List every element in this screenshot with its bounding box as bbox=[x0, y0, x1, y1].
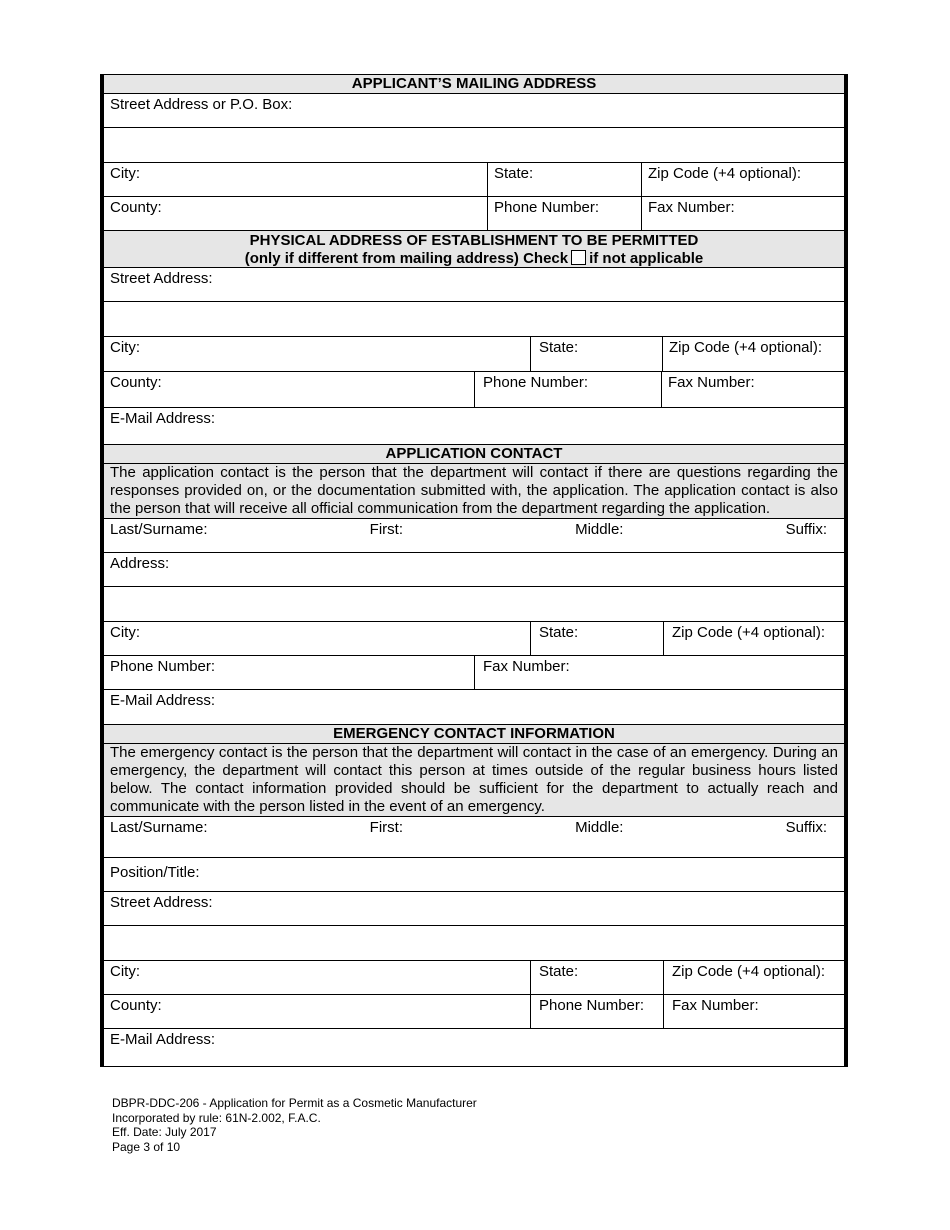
emergency-email-label: E-Mail Address: bbox=[110, 1031, 216, 1048]
physical-email-label: E-Mail Address: bbox=[110, 410, 216, 427]
mailing-street-row[interactable] bbox=[104, 94, 844, 128]
mailing-state-field[interactable]: State: bbox=[487, 163, 641, 196]
app-contact-state-field[interactable]: State: bbox=[530, 622, 663, 655]
emergency-street-label: Street Address: bbox=[110, 894, 213, 911]
emergency-suffix-label: Suffix: bbox=[785, 819, 827, 836]
physical-header-line1: PHYSICAL ADDRESS OF ESTABLISHMENT TO BE PERMITTED bbox=[249, 232, 699, 249]
physical-street-row[interactable] bbox=[104, 268, 844, 302]
app-contact-description: The application contact is the person that the department will contact if there are questions regarding the responses provided on, or the documentation submitted with, the application. The application contact is also the person that will receive all official communication from the department regarding the application. bbox=[104, 464, 844, 519]
app-contact-last-label: Last/Surname: bbox=[110, 521, 208, 538]
app-contact-phone-field[interactable]: Phone Number: bbox=[110, 658, 216, 675]
app-contact-name-row[interactable] bbox=[104, 519, 844, 553]
emergency-city-field[interactable]: City: bbox=[110, 963, 140, 980]
page-footer bbox=[112, 1096, 477, 1154]
emergency-name-row[interactable] bbox=[104, 817, 844, 858]
permit-form bbox=[100, 74, 848, 1067]
emergency-position-row[interactable] bbox=[104, 858, 844, 892]
app-contact-section-header: APPLICATION CONTACT bbox=[104, 445, 844, 464]
mailing-county-row bbox=[104, 197, 844, 231]
app-contact-city-field[interactable]: City: bbox=[110, 624, 140, 641]
emergency-zip-field[interactable]: Zip Code (+4 optional): bbox=[663, 961, 844, 994]
mailing-county-field[interactable]: County: bbox=[110, 199, 162, 216]
physical-email-row[interactable] bbox=[104, 408, 844, 445]
physical-header-line2 bbox=[104, 250, 844, 268]
mailing-phone-field[interactable]: Phone Number: bbox=[487, 197, 641, 230]
app-contact-address-line2[interactable] bbox=[104, 587, 844, 622]
emergency-fax-field[interactable]: Fax Number: bbox=[663, 995, 844, 1028]
app-contact-middle-label: Middle: bbox=[575, 521, 624, 538]
footer-rule: Incorporated by rule: 61N-2.002, F.A.C. bbox=[112, 1110, 321, 1125]
emergency-last-label: Last/Surname: bbox=[110, 819, 208, 836]
physical-street-line2[interactable] bbox=[104, 302, 844, 337]
physical-city-row bbox=[104, 337, 844, 372]
app-contact-address-row[interactable] bbox=[104, 553, 844, 587]
app-contact-suffix-label: Suffix: bbox=[785, 521, 827, 538]
app-contact-email-label: E-Mail Address: bbox=[110, 692, 216, 709]
emergency-city-row bbox=[104, 961, 844, 995]
app-contact-phone-row bbox=[104, 656, 844, 690]
physical-street-label: Street Address: bbox=[110, 270, 213, 287]
mailing-city-field[interactable]: City: bbox=[110, 165, 140, 182]
physical-state-field[interactable]: State: bbox=[530, 337, 662, 371]
mailing-street-line2[interactable] bbox=[104, 128, 844, 163]
physical-section-header bbox=[104, 231, 844, 268]
emergency-state-field[interactable]: State: bbox=[530, 961, 663, 994]
emergency-first-label: First: bbox=[369, 819, 403, 836]
emergency-description: The emergency contact is the person that the department will contact in the case of an emergency. During an emergency, the department will contact this person at times outside of the regular business hours listed below. The contact information provided should be sufficient for the department to actually reach and communicate with the person listed in the event of an emergency. bbox=[104, 744, 844, 817]
app-contact-first-label: First: bbox=[369, 521, 403, 538]
emergency-section-header: EMERGENCY CONTACT INFORMATION bbox=[104, 725, 844, 744]
not-applicable-checkbox[interactable] bbox=[571, 250, 586, 265]
mailing-street-label: Street Address or P.O. Box: bbox=[110, 96, 293, 113]
emergency-phone-field[interactable]: Phone Number: bbox=[530, 995, 663, 1028]
physical-city-field[interactable]: City: bbox=[110, 339, 140, 356]
emergency-email-row[interactable] bbox=[104, 1029, 844, 1066]
footer-form-title: DBPR-DDC-206 - Application for Permit as a Cosmetic Manufacturer bbox=[112, 1096, 477, 1110]
mailing-section-header: APPLICANT’S MAILING ADDRESS bbox=[104, 75, 844, 94]
physical-header-na-text: if not applicable bbox=[589, 250, 704, 267]
footer-page-number: Page 3 of 10 bbox=[112, 1139, 181, 1154]
emergency-position-label: Position/Title: bbox=[110, 864, 200, 881]
emergency-street-line2[interactable] bbox=[104, 926, 844, 961]
app-contact-email-row[interactable] bbox=[104, 690, 844, 725]
physical-zip-field[interactable]: Zip Code (+4 optional): bbox=[662, 337, 844, 371]
mailing-zip-field[interactable]: Zip Code (+4 optional): bbox=[641, 163, 844, 196]
app-contact-fax-field[interactable]: Fax Number: bbox=[474, 656, 844, 689]
physical-header-check-text: (only if different from mailing address) Check bbox=[244, 250, 569, 267]
mailing-city-row bbox=[104, 163, 844, 197]
app-contact-city-row bbox=[104, 622, 844, 656]
mailing-fax-field[interactable]: Fax Number: bbox=[641, 197, 844, 230]
app-contact-zip-field[interactable]: Zip Code (+4 optional): bbox=[663, 622, 844, 655]
physical-phone-field[interactable]: Phone Number: bbox=[474, 372, 661, 407]
emergency-middle-label: Middle: bbox=[575, 819, 624, 836]
app-contact-address-label: Address: bbox=[110, 555, 170, 572]
physical-county-field[interactable]: County: bbox=[110, 374, 162, 391]
physical-fax-field[interactable]: Fax Number: bbox=[661, 372, 844, 407]
emergency-county-row bbox=[104, 995, 844, 1029]
physical-county-row bbox=[104, 372, 844, 408]
emergency-street-row[interactable] bbox=[104, 892, 844, 926]
footer-eff-date: Eff. Date: July 2017 bbox=[112, 1125, 217, 1139]
emergency-county-field[interactable]: County: bbox=[110, 997, 162, 1014]
